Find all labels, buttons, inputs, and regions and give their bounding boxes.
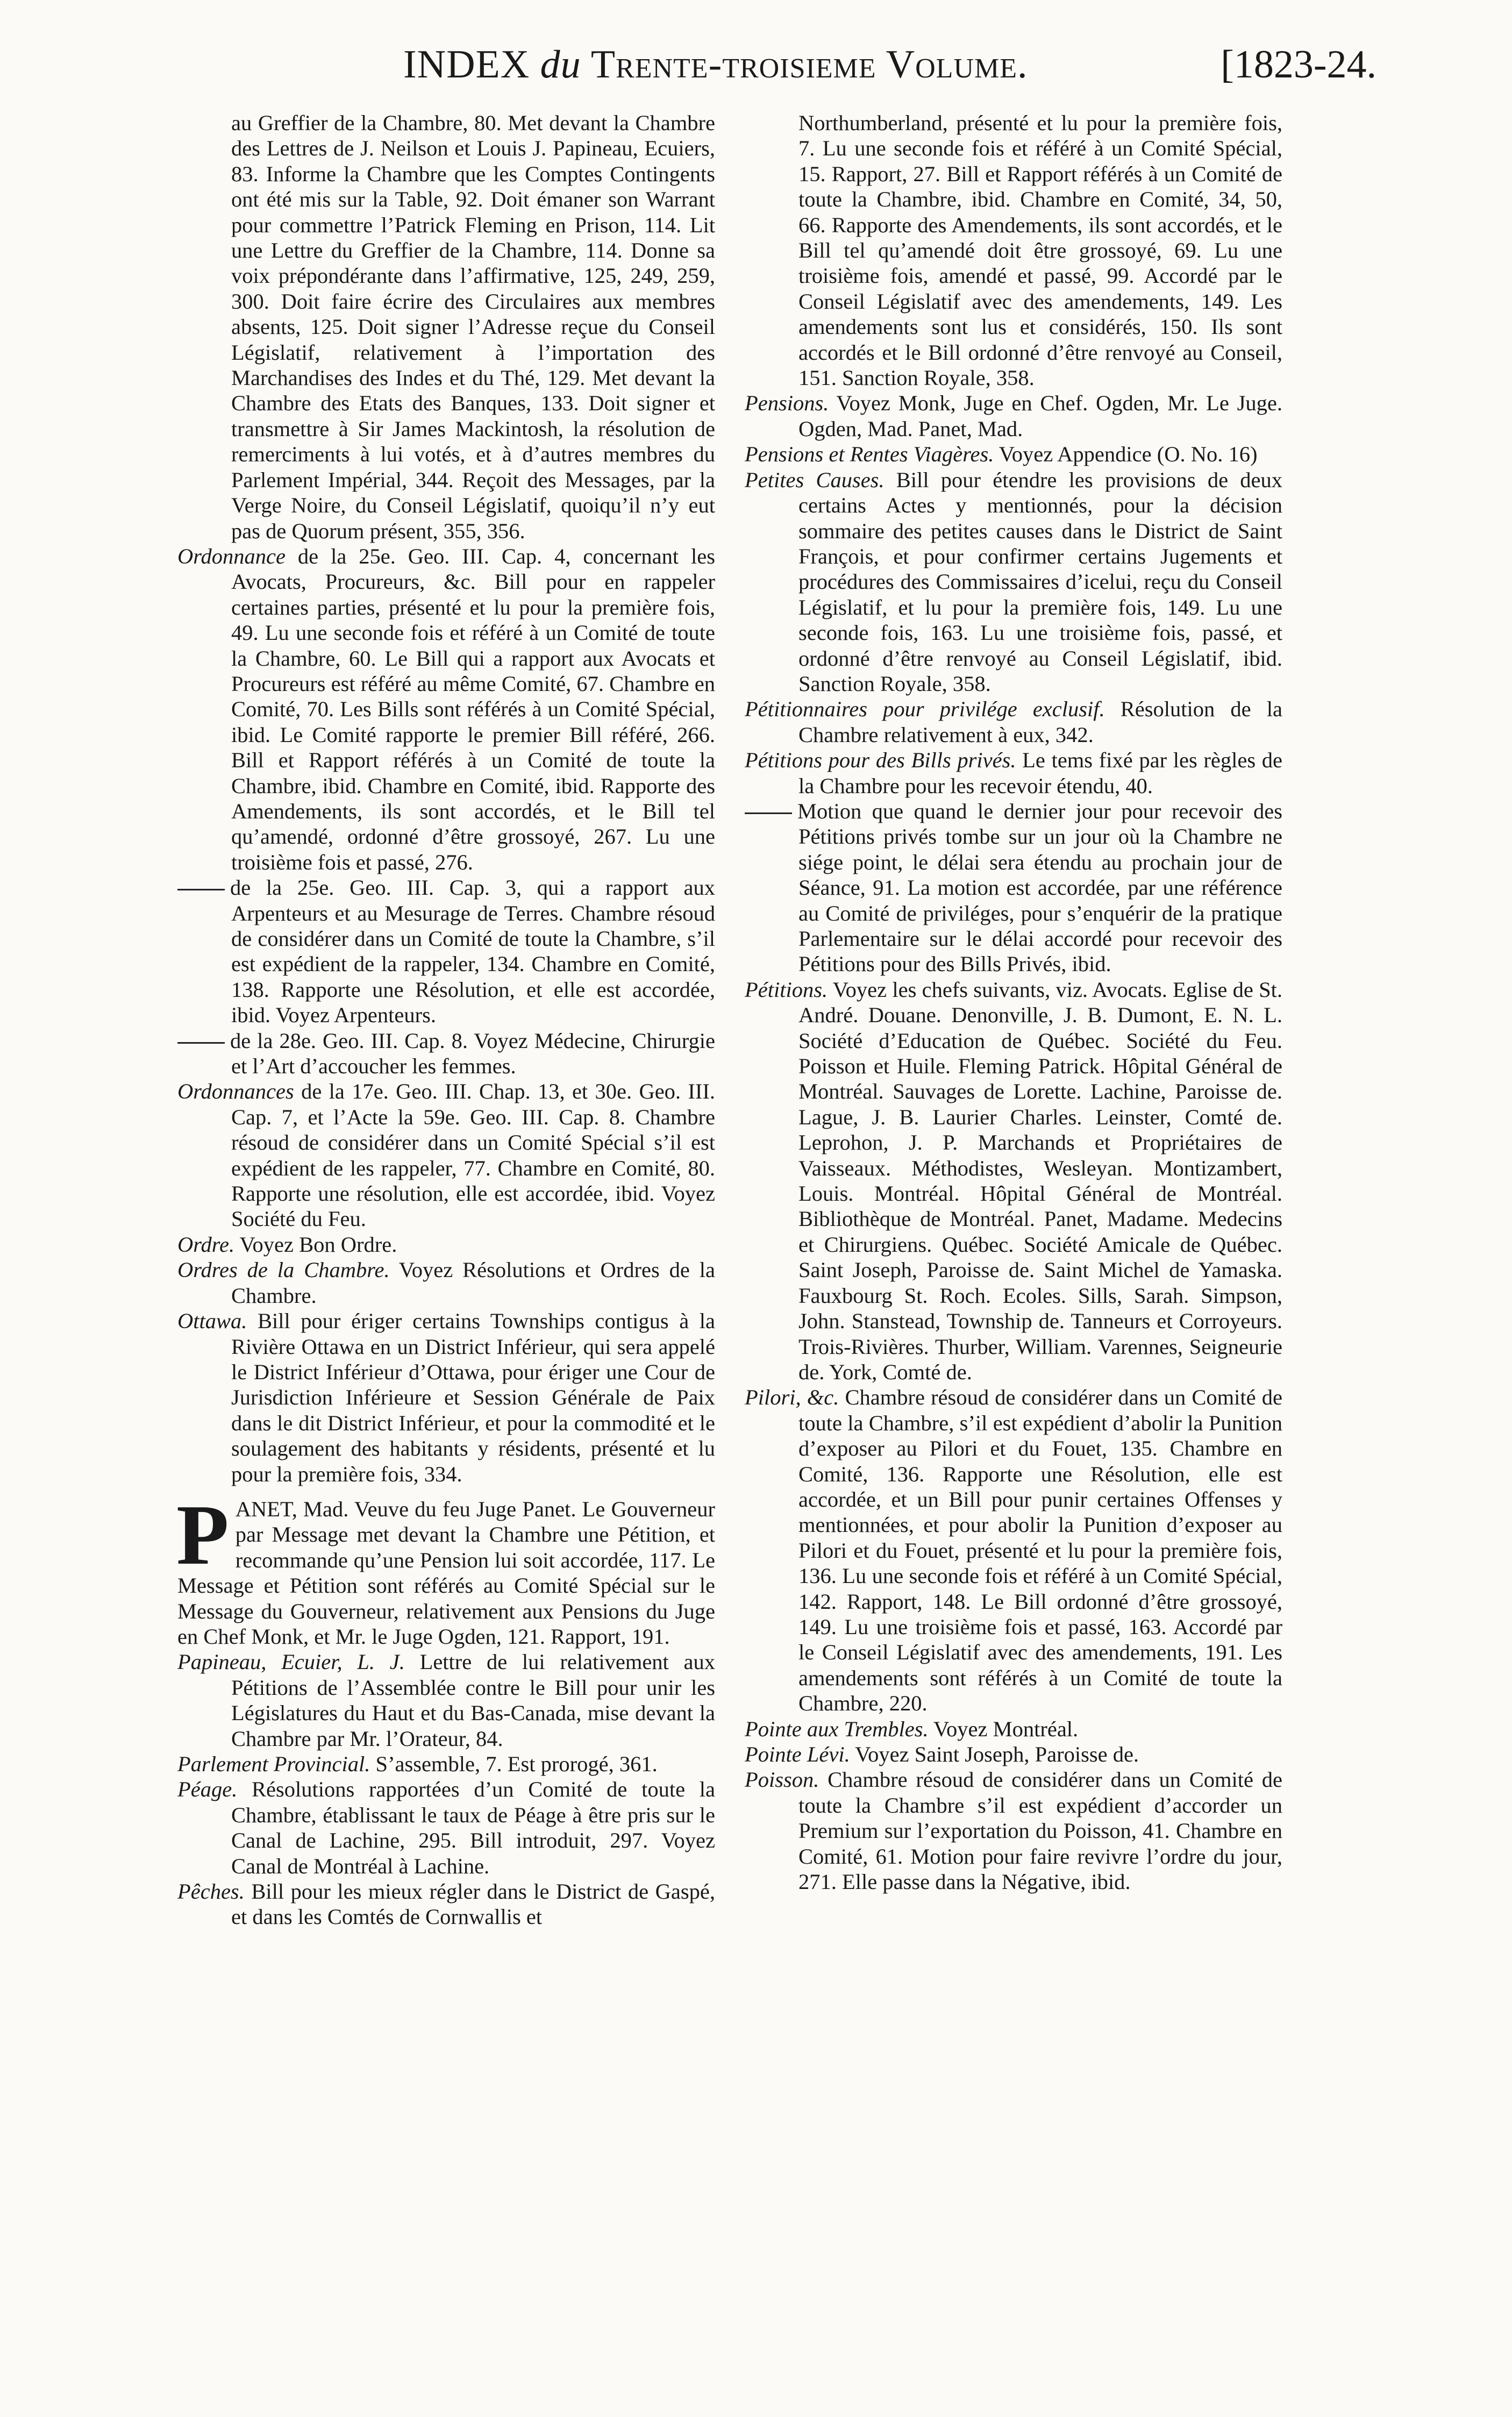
entry-text: de la 28e. Geo. III. Cap. 8. Voyez Médecine, Chirurgie et l’Art d’accoucher les femmes. [230, 1028, 715, 1079]
entry-text: Voyez Résolutions et Ordres de la Chambre. [231, 1258, 715, 1308]
index-entry [177, 1777, 715, 1879]
index-entry [745, 1385, 1282, 1716]
entry-text: Bill pour ériger certains Townships contigus à la Rivière Ottawa en un District Inférieur, qui sera appelé le District Inférieur d’Ottawa, pour ériger une Cour de Jurisdiction Inférieure et Session Générale de Paix dans le dit District Inférieur, et pour la commodité et le soulagement des habitants y résidents, présenté et lu pour la première fois, 334. [231, 1309, 715, 1486]
entry-text: de la 17e. Geo. III. Chap. 13, et 30e. Geo. III. Cap. 7, et l’Acte la 59e. Geo. III. Cap. 8. Chambre résoud de considérer dans un Comité Spécial s’il est expédient de les rappeler, 77. Chambre en Comité, 80. Rapporte une résolution, elle est accordée, ibid. Voyez Société du Feu. [231, 1079, 715, 1231]
ditto-dash [745, 812, 792, 814]
index-entry [177, 875, 715, 1028]
index-entry [745, 696, 1282, 747]
title-part-volume: Trente-troisieme Volume. [581, 42, 1028, 87]
index-entry [745, 467, 1282, 697]
entry-text: Résolution de la Chambre relativement à eux, 342. [798, 697, 1282, 747]
entry-text: Voyez Appendice (O. No. 16) [994, 442, 1258, 467]
entry-heading: Péage. [177, 1777, 238, 1802]
entry-heading: Pointe Lévi. [745, 1742, 850, 1766]
index-entry [745, 110, 1282, 390]
index-entry [177, 1079, 715, 1231]
ditto-dash [177, 1042, 225, 1044]
entry-heading: Pétitions. [745, 977, 828, 1002]
entry-heading: Ordre. [177, 1232, 235, 1257]
entry-heading: Pensions. [745, 391, 829, 416]
index-entry [745, 390, 1282, 441]
entry-heading: Pêches. [177, 1879, 245, 1904]
index-entry [745, 441, 1282, 467]
left-column [177, 110, 715, 1930]
entry-text: Chambre résoud de considérer dans un Comité de toute la Chambre s’il est expédient d’accorder un Premium sur l’exportation du Poisson, 41. Chambre en Comité, 61. Motion pour faire revivre l’ordre du jour, 271. Elle passe dans la Négative, ibid. [798, 1767, 1282, 1894]
entry-heading: Ordres de la Chambre. [177, 1258, 390, 1282]
entry-text: Lettre de lui relativement aux Pétitions de l’Assemblée contre le Bill pour unir les Législatures du Haut et du Bas-Canada, mise devant la Chambre par Mr. l’Orateur, 84. [231, 1650, 716, 1751]
year-range: [1823-24. [1221, 42, 1377, 87]
entry-heading: Poisson. [745, 1767, 819, 1792]
entry-text: Voyez Montréal. [928, 1716, 1079, 1741]
running-title [403, 42, 1028, 88]
entry-text: au Greffier de la Chambre, 80. Met devant la Chambre des Lettres de J. Neilson et Louis J. Papineau, Ecuiers, 83. Informe la Chambre que les Comptes Contingents ont été mis sur la Table, 92. Doit émaner son Warrant pour commettre l’Patrick Fleming en Prison, 114. Lit une Lettre du Greffier de la Chambre, 114. Donne sa voix prépondérante dans l’affirmative, 125, 249, 259, 300. Doit faire écrire des Circulaires aux membres absents, 125. Doit signer l’Adresse reçue du Conseil Législatif, relativement à l’importation des Marchandises des Indes et du Thé, 129. Met devant la Chambre des Etats des Banques, 133. Doit signer et transmettre à Sir James Mackintosh, la résolution de remerciments à lui votés, et à d’autres membres du Parlement Impérial, 344. Reçoit des Messages, par la Verge Noire, du Conseil Législatif, quoiqu’il n’y eut pas de Quorum présent, 355, 356. [231, 111, 715, 543]
index-entry [745, 747, 1282, 798]
index-entry [745, 1716, 1282, 1742]
entry-text: Motion que quand le dernier jour pour recevoir des Pétitions privés tombe sur un jour où la Chambre ne siége point, le délai sera étendu au prochain jour de Séance, 91. La motion est accordée, par une référence au Comité de priviléges, pour s’enquérir de la pratique Parlementaire sur le délai accordé pour recevoir des Pétitions pour des Bills Privés, ibid. [797, 798, 1282, 976]
entry-heading: Petites Causes. [745, 467, 885, 492]
entry-heading: Pointe aux Trembles. [745, 1716, 929, 1741]
index-entry [177, 1751, 715, 1777]
entry-heading: Ordonnance [177, 544, 286, 568]
entry-text: Chambre résoud de considérer dans un Comité de toute la Chambre, s’il est expédient d’abolir la Punition d’exposer au Pilori et du Fouet, 135. Chambre en Comité, 136. Rapporte une Résolution, elle est accordée, et un Bill pour punir certaines Offenses y mentionnées, et pour abolir la Punition d’exposer au Pilori et du Fouet, présenté et lu pour la première fois, 136. Lu une seconde fois et référé à un Comité Spécial, 142. Rapport, 148. Le Bill ordonné d’être grossoyé, 149. Lu une troisième fois et passé, 163. Accordé par le Conseil Législatif avec des amendements, 191. Les amendements sont référés à un Comité de toute la Chambre, 220. [798, 1385, 1282, 1716]
index-entry [177, 1308, 715, 1487]
entry-text: Voyez les chefs suivants, viz. Avocats. Eglise de St. André. Douane. Denonville, J. B. Dumont, E. N. L. Société d’Education de Québec. Société du Feu. Poisson et Huile. Fleming Patrick. Hôpital Général de Montréal. Sauvages de Lorette. Lachine, Paroisse de. Lague, J. B. Laurier Charles. Leinster, Comté de. Leprohon, J. P. Marchands et Propriétaires de Vaisseaux. Méthodistes, Wesleyan. Montizambert, Louis. Montréal. Hôpital Général de Montréal. Bibliothèque de Montréal. Panet, Madame. Medecins et Chirurgiens. Québec. Société Amicale de Québec. Saint Joseph, Paroisse de. Saint Michel de Yamaska. Fauxbourg St. Roch. Ecoles. Sills, Sarah. Simpson, John. Stanstead, Township de. Tanneurs et Corroyeurs. Trois-Rivières. Thurber, William. Varennes, Seigneurie de. York, Comté de. [798, 977, 1282, 1384]
entry-text: de la 25e. Geo. III. Cap. 3, qui a rapport aux Arpenteurs et au Mesurage de Terres. Chambre résoud de considérer dans un Comité de toute la Chambre, s’il est expédient de la rappeler, 134. Chambre en Comité, 138. Rapporte une Résolution, et elle est accordée, ibid. Voyez Arpenteurs. [230, 875, 715, 1028]
index-entry [745, 1742, 1282, 1767]
index-entry [177, 1028, 715, 1079]
entry-text: Résolutions rapportées d’un Comité de toute la Chambre, établissant le taux de Péage à être pris sur le Canal de Lachine, 295. Bill introduit, 297. Voyez Canal de Montréal à Lachine. [231, 1777, 715, 1878]
entry-heading: Ordonnances [177, 1079, 294, 1104]
index-entry [176, 1486, 715, 1649]
index-entry [177, 110, 715, 544]
page-header [177, 42, 1377, 106]
title-part-du: du [540, 42, 581, 87]
ditto-dash [177, 889, 225, 890]
entry-heading: Pensions et Rentes Viagères. [745, 442, 994, 467]
index-entry [745, 798, 1282, 977]
index-entry [177, 544, 715, 875]
entry-text: de la 25e. Geo. III. Cap. 4, concernant les Avocats, Procureurs, &c. Bill pour en rappeler certaines parties, présenté et lu pour la première fois, 49. Lu une seconde fois et référé à un Comité de toute la Chambre, 60. Le Bill qui a rapport aux Avocats et Procureurs est référé au même Comité, 67. Chambre en Comité, 70. Les Bills sont référés à un Comité Spécial, ibid. Le Comité rapporte le premier Bill référé, 266. Bill et Rapport référés à un Comité de toute la Chambre, ibid. Chambre en Comité, ibid. Rapporte des Amendements, ils sont accordés, et le Bill tel qu’amendé, ordonné d’être grossoyé, 267. Lu une troisième fois et passé, 276. [231, 544, 715, 874]
entry-text: Voyez Monk, Juge en Chef. Ogden, Mr. Le Juge. Ogden, Mad. Panet, Mad. [798, 391, 1282, 441]
index-entry [745, 977, 1282, 1385]
entry-heading: Pétitions pour des Bills privés. [745, 748, 1016, 773]
title-part-index: INDEX [403, 42, 540, 87]
index-entry [745, 1767, 1282, 1894]
index-entry [177, 1257, 715, 1308]
entry-text: Bill pour étendre les provisions de deux certains Actes y mentionnés, pour la décision sommaire des petites causes dans le District de Saint François, et pour confirmer certains Jugements et procédures des Commissaires d’icelui, reçu du Conseil Législatif, et lu pour la première fois, 149. Lu une seconde fois, 163. Lu une troisième fois, passé, et ordonné d’être renvoyé au Conseil Législatif, ibid. Sanction Royale, 358. [798, 467, 1282, 696]
entry-text: Le tems fixé par les règles de la Chambre pour les recevoir étendu, 40. [798, 748, 1282, 798]
right-column [745, 110, 1282, 1894]
entry-text: Bill pour les mieux régler dans le District de Gaspé, et dans les Comtés de Cornwallis et [231, 1879, 715, 1929]
entry-text: Voyez Saint Joseph, Paroisse de. [850, 1742, 1139, 1766]
entry-heading: Pilori, &c. [745, 1385, 839, 1410]
entry-text: Northumberland, présenté et lu pour la première fois, 7. Lu une seconde fois et référé à un Comité Spécial, 15. Rapport, 27. Bill et Rapport référés à un Comité de toute la Chambre, ibid. Chambre en Comité, 34, 50, 66. Rapporte des Amendements, ils sont accordés, et le Bill tel qu’amendé doit être grossoyé, 69. Lu une troisième fois, amendé et passé, 99. Accordé par le Conseil Législatif avec des amendements, 149. Les amendements sont lus et considérés, 150. Ils sont accordés et le Bill ordonné d’être renvoyé au Conseil, 151. Sanction Royale, 358. [798, 111, 1282, 390]
drop-cap: P [176, 1486, 229, 1582]
index-entry [177, 1649, 715, 1751]
entry-heading: Ottawa. [177, 1309, 247, 1334]
entry-text: ANET, Mad. Veuve du feu Juge Panet. Le Gouverneur par Message met devant la Chambre une Pétition, et recommande qu’une Pension lui soit accordée, 117. Le Message et Pétition sont référés au Comité Spécial sur le Message du Gouverneur, relativement aux Pensions du Juge en Chef Monk, et Mr. le Juge Ogden, 121. Rapport, 191. [177, 1496, 715, 1649]
entry-heading: Pétitionnaires pour privilége exclusif. [745, 697, 1105, 722]
index-entry [177, 1879, 715, 1930]
entry-heading: Papineau, Ecuier, L. J. [177, 1650, 405, 1674]
index-entry [177, 1232, 715, 1257]
entry-text: S’assemble, 7. Est prorogé, 361. [370, 1752, 658, 1776]
entry-text: Voyez Bon Ordre. [234, 1232, 397, 1257]
entry-heading: Parlement Provincial. [177, 1752, 370, 1776]
